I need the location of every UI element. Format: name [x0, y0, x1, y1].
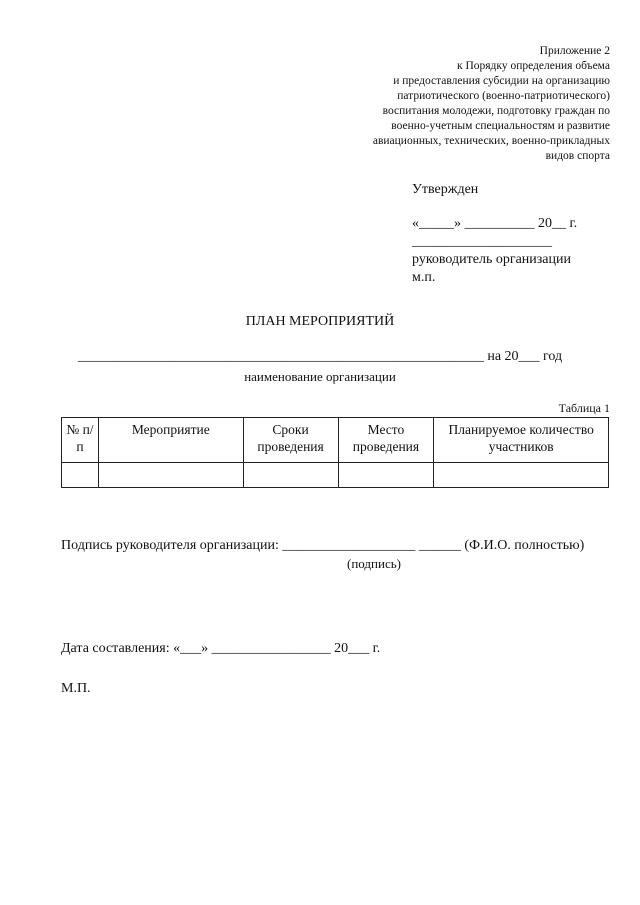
header-place: Место проведения [338, 418, 434, 463]
signature-line: Подпись руководителя организации: ___________________ ______ (Ф.И.О. полностью) [61, 538, 585, 553]
appendix-line: воспитания молодежи, подготовку граждан по [382, 105, 610, 117]
approval-role: руководитель организации [412, 252, 571, 267]
approval-date-line: «_____» __________ 20__ г. [412, 216, 578, 231]
appendix-line: видов спорта [545, 150, 610, 162]
appendix-line: Приложение 2 [539, 45, 610, 57]
table-cell [434, 463, 609, 488]
organization-line: __________________________________________________________ на 20___ год [77, 349, 563, 364]
header-dates: Сроки проведения [243, 418, 338, 463]
table-header-row [62, 418, 609, 463]
table-cell [98, 463, 243, 488]
plan-title: ПЛАН МЕРОПРИЯТИЙ [245, 314, 395, 329]
events-table [61, 417, 609, 488]
signature-caption: (подпись) [347, 556, 401, 571]
compilation-date-line: Дата составления: «___» _________________ 20___ г. [61, 641, 381, 656]
stamp-label: М.П. [61, 681, 91, 696]
appendix-line: к Порядку определения объема [456, 60, 610, 72]
header-participants: Планируемое количество участников [434, 418, 609, 463]
organization-caption: наименование организации [244, 369, 396, 384]
table-row [62, 463, 609, 488]
table-caption: Таблица 1 [558, 401, 610, 415]
approval-signature-line: ____________________ [412, 234, 552, 249]
table-cell [62, 463, 99, 488]
appendix-block [310, 44, 610, 164]
header-event: Мероприятие [98, 418, 243, 463]
appendix-line: патриотического (военно-патриотического) [397, 90, 610, 102]
appendix-line: военно-учетным специальностям и развитие [391, 120, 610, 132]
approval-stamp: м.п. [412, 270, 436, 285]
appendix-line: авиационных, технических, военно-прикладных [372, 135, 610, 147]
table-cell [243, 463, 338, 488]
table-cell [338, 463, 434, 488]
appendix-line: и предоставления субсидии на организацию [393, 75, 610, 87]
header-number: № п/п [62, 418, 99, 463]
approval-label: Утвержден [412, 182, 479, 197]
approval-block [412, 181, 612, 287]
